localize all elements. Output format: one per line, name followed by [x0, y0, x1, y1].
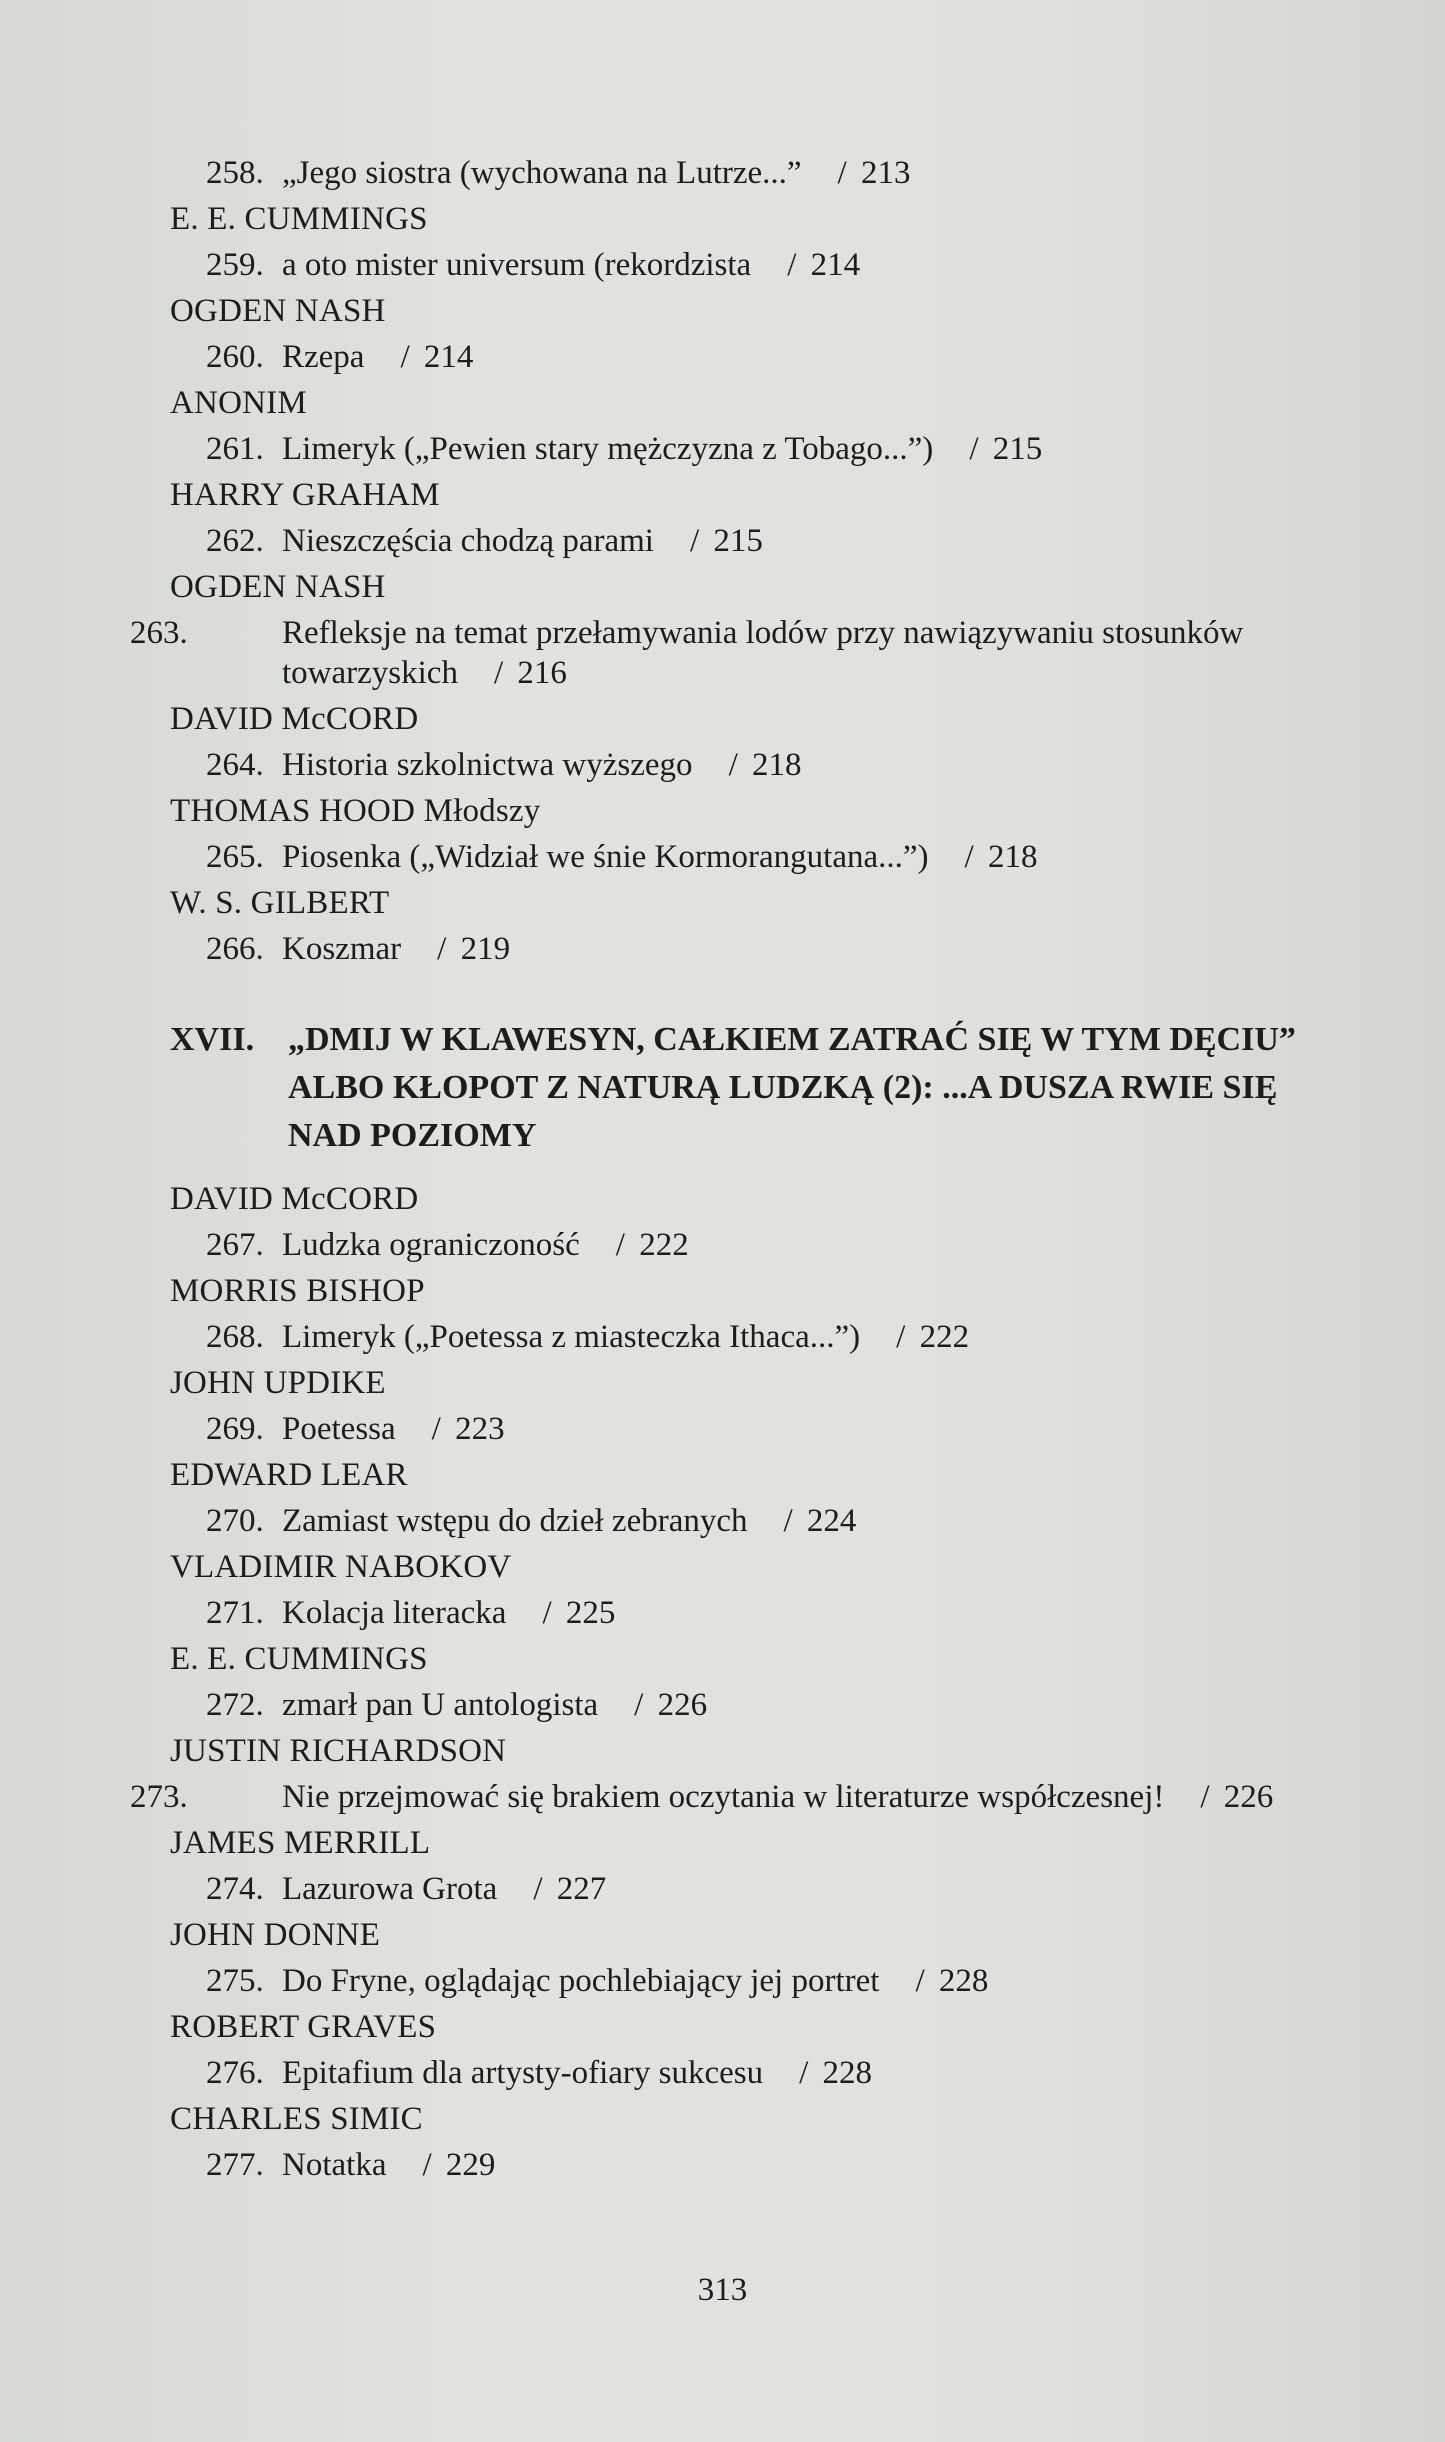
- entry-number: 270.: [206, 1503, 264, 1539]
- entry-number: 263.: [130, 615, 188, 651]
- entry-title: Rzepa: [282, 339, 365, 375]
- entry-page: / 223: [432, 1411, 505, 1447]
- author-name: MORRIS BISHOP: [170, 1273, 425, 1309]
- table-of-contents: [130, 150, 1300, 2188]
- author-name: OGDEN NASH: [170, 293, 386, 329]
- author-name: W. S. GILBERT: [170, 885, 390, 921]
- entry-page: / 222: [896, 1319, 969, 1355]
- author-name: JUSTIN RICHARDSON: [170, 1733, 507, 1769]
- entry-number: 267.: [206, 1227, 264, 1263]
- entry-page: / 216: [494, 655, 567, 691]
- entry-title: zmarł pan U antologista: [282, 1687, 599, 1723]
- author-name: JOHN UPDIKE: [170, 1365, 386, 1401]
- toc-entry: [170, 1682, 1300, 1728]
- entry-title: Ludzka ograniczoność: [282, 1227, 580, 1263]
- entry-title: Poetessa: [282, 1411, 396, 1447]
- author-name: ANONIM: [170, 385, 307, 421]
- entry-title: Zamiast wstępu do dzieł zebranych: [282, 1503, 748, 1539]
- author-name: OGDEN NASH: [170, 569, 386, 605]
- entry-title: Koszmar: [282, 931, 402, 967]
- entry-title: a oto mister universum (rekordzista: [282, 247, 752, 283]
- toc-entry: [170, 834, 1300, 880]
- entry-page: / 219: [437, 931, 510, 967]
- author-name: HARRY GRAHAM: [170, 477, 440, 513]
- entry-title: Limeryk („Pewien stary mężczyzna z Tobago...”): [282, 431, 934, 467]
- toc-entry: [170, 926, 1300, 972]
- toc-entry: [170, 242, 1300, 288]
- entry-number: 276.: [206, 2055, 264, 2091]
- entry-page: / 225: [542, 1595, 615, 1631]
- toc-entry: [170, 1498, 1300, 1544]
- toc-entry: [130, 1774, 1300, 1820]
- entry-number: 264.: [206, 747, 264, 783]
- toc-entry: [170, 1406, 1300, 1452]
- entry-title: Piosenka („Widział we śnie Kormorangutana...”): [282, 839, 929, 875]
- toc-entry: [170, 518, 1300, 564]
- entry-title: Historia szkolnictwa wyższego: [282, 747, 693, 783]
- toc-entry: [170, 2050, 1300, 2096]
- entry-page: / 228: [915, 1963, 988, 1999]
- entry-number: 269.: [206, 1411, 264, 1447]
- author-name: E. E. CUMMINGS: [170, 1641, 428, 1677]
- entry-number: 273.: [130, 1779, 188, 1815]
- entry-page: / 218: [965, 839, 1038, 875]
- entry-number: 259.: [206, 247, 264, 283]
- entry-title: Epitafium dla artysty-ofiary sukcesu: [282, 2055, 764, 2091]
- entry-page: / 215: [969, 431, 1042, 467]
- entry-number: 272.: [206, 1687, 264, 1723]
- entry-number: 277.: [206, 2147, 264, 2183]
- entry-page: / 224: [784, 1503, 857, 1539]
- entry-page: / 214: [787, 247, 860, 283]
- author-name: E. E. CUMMINGS: [170, 201, 428, 237]
- entry-page: / 228: [799, 2055, 872, 2091]
- entry-page: / 229: [422, 2147, 495, 2183]
- entries-before-section: [130, 150, 1300, 972]
- toc-entry: [130, 610, 1300, 696]
- author-name: JOHN DONNE: [170, 1917, 381, 1953]
- section-number: XVII.: [170, 1021, 255, 1058]
- toc-entry: [170, 1314, 1300, 1360]
- entries-after-section: [130, 1176, 1300, 2188]
- author-name: DAVID McCORD: [170, 701, 419, 737]
- author-name: ROBERT GRAVES: [170, 2009, 437, 2045]
- entry-title: Refleksje na temat przełamywania lodów przy nawiązywaniu stosunków towarzyskich: [282, 615, 1244, 691]
- author-name: THOMAS HOOD Młodszy: [170, 793, 541, 829]
- entry-title: Nieszczęścia chodzą parami: [282, 523, 654, 559]
- entry-number: 274.: [206, 1871, 264, 1907]
- entry-title: Nie przejmować się brakiem oczytania w literaturze współczesnej!: [282, 1779, 1165, 1815]
- author-name: EDWARD LEAR: [170, 1457, 408, 1493]
- toc-entry: [170, 1590, 1300, 1636]
- entry-title: Kolacja literacka: [282, 1595, 507, 1631]
- entry-number: 275.: [206, 1963, 264, 1999]
- entry-title: Lazurowa Grota: [282, 1871, 498, 1907]
- entry-number: 265.: [206, 839, 264, 875]
- entry-page: / 226: [1200, 1779, 1273, 1815]
- author-name: DAVID McCORD: [170, 1181, 419, 1217]
- toc-entry: [170, 150, 1300, 196]
- toc-entry: [170, 426, 1300, 472]
- toc-entry: [170, 1222, 1300, 1268]
- entry-number: 262.: [206, 523, 264, 559]
- toc-entry: [170, 742, 1300, 788]
- entry-page: / 214: [400, 339, 473, 375]
- section-heading: [170, 1016, 1300, 1160]
- entry-page: / 222: [616, 1227, 689, 1263]
- author-name: JAMES MERRILL: [170, 1825, 431, 1861]
- entry-page: / 213: [838, 155, 911, 191]
- entry-number: 258.: [206, 155, 264, 191]
- entry-number: 266.: [206, 931, 264, 967]
- entry-number: 261.: [206, 431, 264, 467]
- entry-number: 260.: [206, 339, 264, 375]
- entry-page: / 227: [533, 1871, 606, 1907]
- toc-entry: [170, 1866, 1300, 1912]
- toc-entry: [170, 2142, 1300, 2188]
- entry-title: Do Fryne, oglądając pochlebiający jej portret: [282, 1963, 880, 1999]
- entry-number: 271.: [206, 1595, 264, 1631]
- toc-entry: [170, 1958, 1300, 2004]
- author-name: CHARLES SIMIC: [170, 2101, 423, 2137]
- entry-page: / 226: [634, 1687, 707, 1723]
- entry-title: „Jego siostra (wychowana na Lutrze...”: [282, 155, 802, 191]
- section-title: „DMIJ W KLAWESYN, CAŁKIEM ZATRAĆ SIĘ W TYM DĘCIU” ALBO KŁOPOT Z NATURĄ LUDZKĄ (2): ...A DUSZA RWIE SIĘ NAD POZIOMY: [288, 1021, 1296, 1154]
- entry-page: / 215: [690, 523, 763, 559]
- entry-page: / 218: [729, 747, 802, 783]
- entry-number: 268.: [206, 1319, 264, 1355]
- page-number: 313: [697, 2272, 748, 2308]
- entry-title: Notatka: [282, 2147, 387, 2183]
- author-name: VLADIMIR NABOKOV: [170, 1549, 512, 1585]
- toc-entry: [170, 334, 1300, 380]
- entry-title: Limeryk („Poetessa z miasteczka Ithaca...”): [282, 1319, 861, 1355]
